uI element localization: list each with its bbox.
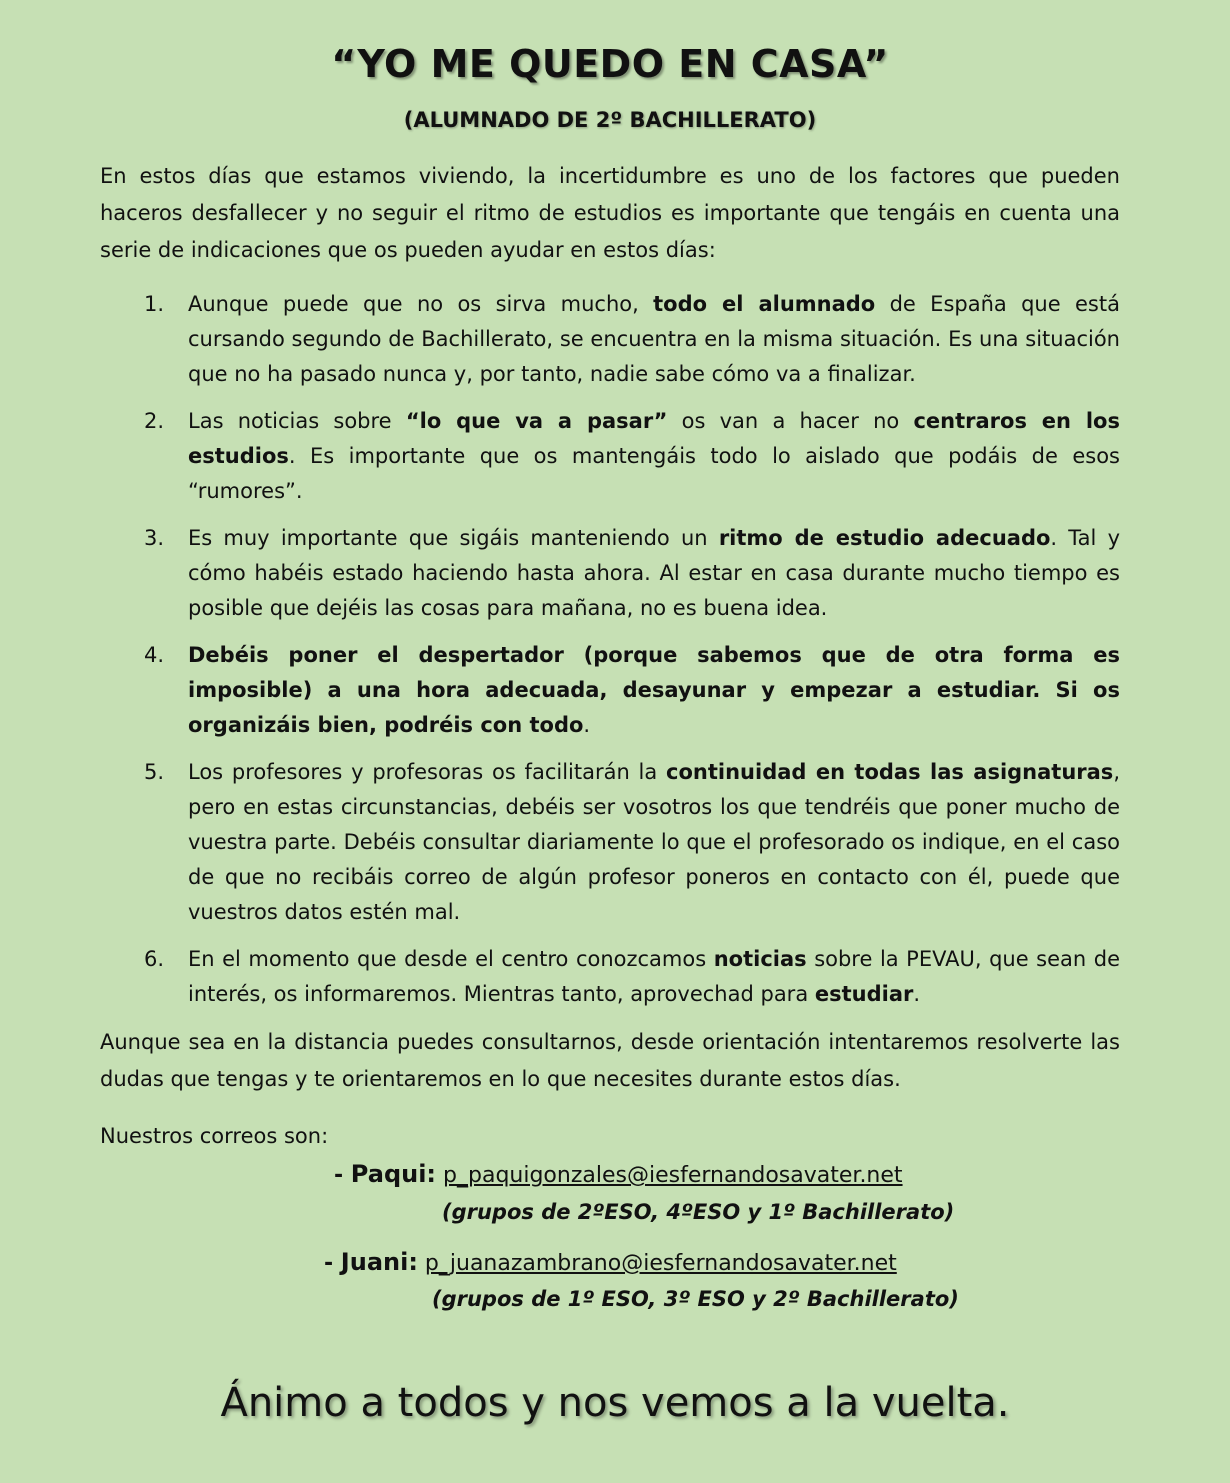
list-item: [100, 638, 1120, 743]
list-item-text: , pero en estas circunstancias, debéis ser vosotros los que tendréis que poner mucho de vuestra parte. Debéis consultar diariamente lo que el profesorado os indique, en el caso de que no recibáis correo de algún profesor poneros en contacto con él, puede que vuestros datos estén mal.: [188, 760, 1120, 924]
list-item-text: de España que está cursando segundo de Bachillerato, se encuentra en la misma situación. Es una situación que no ha pasado nunca y, por tanto, nadie sabe cómo va a finalizar.: [188, 292, 1120, 386]
closing-paragraph: Aunque sea en la distancia puedes consultarnos, desde orientación intentaremos resolverte las dudas que tengas y te orientaremos en lo que necesites durante estos días.: [100, 1030, 1120, 1091]
list-item-text: Las noticias sobre: [188, 409, 406, 433]
list-item-text: os van a hacer no: [667, 409, 914, 433]
list-item-number: 3.: [144, 526, 165, 550]
list-item-text: Los profesores y profesoras os facilitarán la: [188, 760, 667, 784]
contact-dash: -: [334, 1163, 351, 1188]
contact-groups: (grupos de 2ºESO, 4ºESO y 1º Bachillerato): [442, 1200, 955, 1224]
intro-paragraph: En estos días que estamos viviendo, la incertidumbre es uno de los factores que pueden haceros desfallecer y no seguir el ritmo de estudios es importante que tengáis en cuenta una serie de indicaciones que os pueden ayudar en estos días:: [100, 164, 1120, 262]
indications-list: [100, 287, 1120, 1012]
list-item: [100, 942, 1120, 1012]
list-item-bold-text: “lo que va a pasar”: [405, 409, 668, 433]
list-item-number: 1.: [144, 292, 165, 316]
list-item-bold-text: continuidad en todas las asignaturas: [666, 760, 1114, 784]
list-item: [100, 287, 1120, 392]
contact-paqui: [334, 1160, 903, 1188]
list-item-text: . Tal y cómo habéis estado haciendo hasta ahora. Al estar en casa durante mucho tiempo es posible que dejéis las cosas para mañana, no es buena idea.: [188, 526, 1121, 620]
list-item: [100, 404, 1120, 509]
list-item-bold-text: noticias: [713, 947, 807, 971]
page-subtitle: (ALUMNADO DE 2º BACHILLERATO): [403, 108, 817, 132]
contact-name: Juani:: [340, 1248, 418, 1276]
list-item-number: 4.: [144, 643, 165, 667]
farewell-message: Ánimo a todos y nos vemos a la vuelta.: [220, 1380, 1010, 1426]
list-item-number: 2.: [144, 409, 165, 433]
list-item-text: .: [913, 982, 921, 1006]
contact-name: Paqui:: [350, 1160, 437, 1188]
list-item-text: . Es importante que os mantengáis todo lo aislado que podáis de esos “rumores”.: [188, 444, 1120, 503]
list-item-text: sobre la PEVAU, que sean de interés, os informaremos. Mientras tanto, aprovechad para: [188, 947, 1121, 1006]
contact-dash: -: [324, 1251, 341, 1276]
list-item-text: Aunque puede que no os sirva mucho,: [188, 292, 654, 316]
contact-email-link[interactable]: p_juanazambrano@iesfernandosavater.net: [424, 1251, 897, 1276]
contact-juani: [324, 1248, 897, 1276]
list-item-bold-text: ritmo de estudio adecuado: [718, 526, 1051, 550]
list-item-bold-text: todo el alumnado: [653, 292, 876, 316]
emails-label: Nuestros correos son:: [100, 1124, 329, 1148]
contact-email-link[interactable]: p_paquigonzales@iesfernandosavater.net: [443, 1163, 903, 1188]
list-item-bold-text: estudiar: [814, 982, 914, 1006]
list-item-bold-text: centraros en los estudios: [188, 409, 1120, 468]
list-item-text: Es muy importante que sigáis manteniendo un: [188, 526, 719, 550]
list-item-number: 5.: [144, 760, 165, 784]
list-item-text: .: [583, 713, 591, 737]
list-item-text: En el momento que desde el centro conozcamos: [188, 947, 714, 971]
list-item-bold-text: Debéis poner el despertador (porque sabemos que de otra forma es imposible) a una hora adecuada, desayunar y empezar a estudiar. Si os organizáis bien, podréis con todo: [188, 643, 1120, 737]
page-title: “YO ME QUEDO EN CASA”: [331, 42, 889, 86]
list-item: [100, 521, 1120, 626]
list-item: [100, 755, 1120, 930]
list-item-number: 6.: [144, 947, 165, 971]
contact-groups: (grupos de 1º ESO, 3º ESO y 2º Bachillerato): [432, 1287, 959, 1311]
